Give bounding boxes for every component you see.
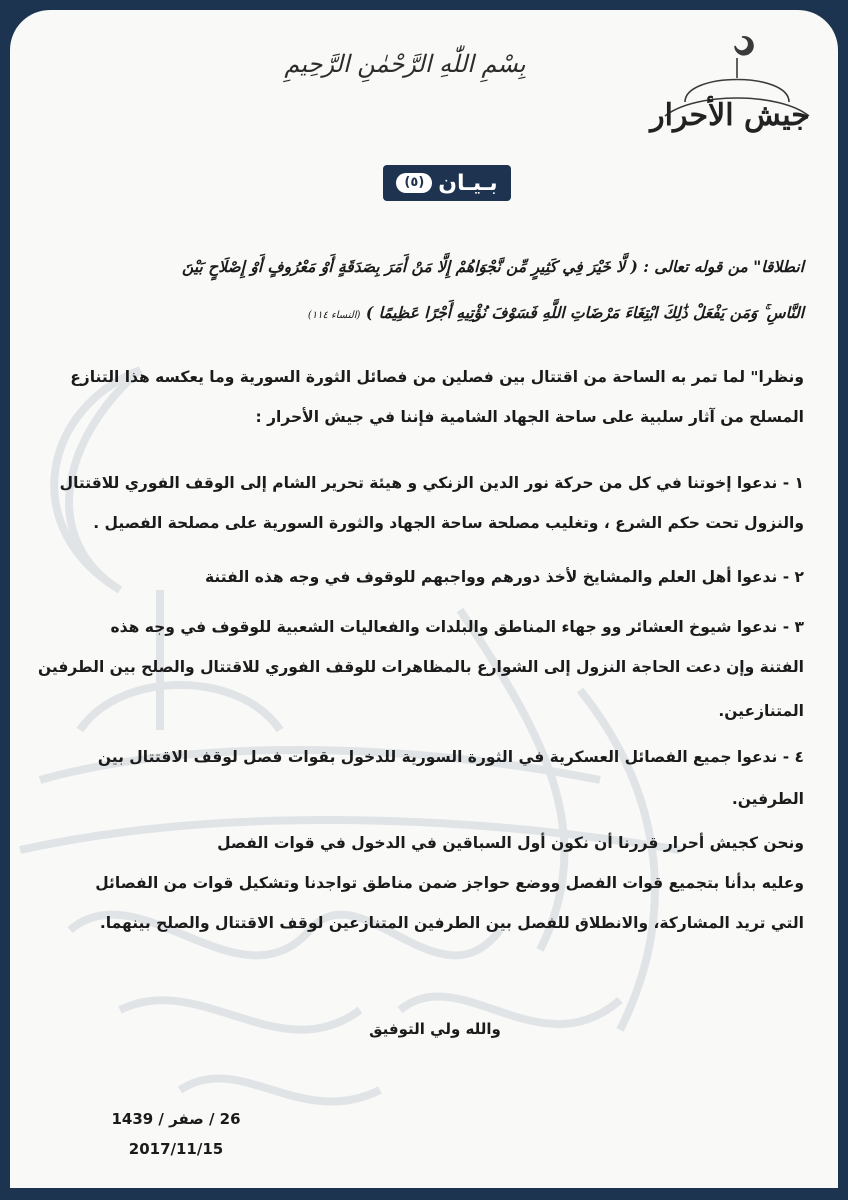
item-1-line-1: ١ - ندعوا إخوتنا في كل من حركة نور الدين الزنكي و هيئة تحرير الشام إلى الوقف الفوري للاقتتال: [59, 474, 804, 492]
hijri-date: 26 / صفر / 1439: [111, 1110, 241, 1128]
verse-reference: (النساء ١١٤): [307, 310, 361, 321]
item-2: ٢ - ندعوا أهل العلم والمشايخ لأخذ دورهم وواجبهم للوقوف في وجه هذه الفتنة: [205, 568, 804, 586]
final-line-1: ونحن كجيش أحرار قررنا أن نكون أول السباقين في الدخول في قوات الفصل: [217, 834, 804, 852]
item-1-line-2: والنزول تحت حكم الشرع ، وتغليب مصلحة ساحة الجهاد والثورة السورية على مصلحة الفصيل .: [93, 514, 804, 532]
intro-line-1: انطلاقا" من قوله تعالى : ( لَّا خَيْرَ فِي كَثِيرٍ مِّن نَّجْوَاهُمْ إِلَّا مَنْ أَمَرَ بِصَدَقَةٍ أَوْ مَعْرُوفٍ أَوْ إِصْلَاحٍ بَيْنَ: [182, 257, 804, 276]
quran-verse-end: النَّاسِ ۚ وَمَن يَفْعَلْ ذَٰلِكَ ابْتِغَاءَ مَرْضَاتِ اللَّهِ فَسَوْفَ نُؤْتِيهِ أَجْرًا عَظِيمًا ): [365, 303, 804, 322]
statement-title-label: بـيـان: [438, 170, 498, 196]
intro-line-2: [14, 296, 804, 333]
bottom-border: [0, 1188, 848, 1200]
item-4-line-2: الطرفين.: [731, 790, 804, 808]
item-3-line-3: المتنازعين.: [718, 702, 804, 720]
document-page: [10, 10, 838, 1188]
final-line-2: وعليه بدأنا بتجميع قوات الفصل ووضع حواجز ضمن مناطق تواجدنا وتشكيل قوات من الفصائل: [95, 874, 804, 892]
context-line-2: المسلح من آثار سلبية على ساحة الجهاد الشامية فإننا في جيش الأحرار :: [255, 408, 804, 426]
context-line-1: ونظرا" لما تمر به الساحة من اقتتال بين فصلين من فصائل الثورة السورية وما يعكسه هذا التنازع: [70, 368, 804, 386]
logo-text: جيش الأحرار: [650, 98, 810, 133]
item-4-line-1: ٤ - ندعوا جميع الفصائل العسكرية في الثورة السورية للدخول بقوات فصل لوقف الاقتتال بين: [97, 748, 804, 766]
statement-number: (٥): [396, 173, 432, 193]
logo-dome-icon: [625, 32, 815, 162]
final-line-3: التي تريد المشاركة، والانطلاق للفصل بين الطرفين المتنازعين لوقف الاقتتال والصلح بينهما.: [99, 914, 804, 932]
statement-title: [383, 165, 511, 201]
basmala: بِسْمِ اللّٰهِ الرَّحْمٰنِ الرَّحِيمِ: [284, 50, 526, 78]
item-3-line-1: ٣ - ندعوا شيوخ العشائر وو جهاء المناطق والبلدات والفعاليات الشعبية للوقوف في وجه هذه: [110, 618, 804, 636]
closing-phrase: والله ولي التوفيق: [369, 1020, 501, 1038]
gregorian-date: 2017/11/15: [128, 1140, 224, 1158]
item-3-line-2: الفتنة وإن دعت الحاجة النزول إلى الشوارع بالمظاهرات للوقف الفوري للاقتتال والصلح بين الطرفين: [37, 658, 804, 676]
